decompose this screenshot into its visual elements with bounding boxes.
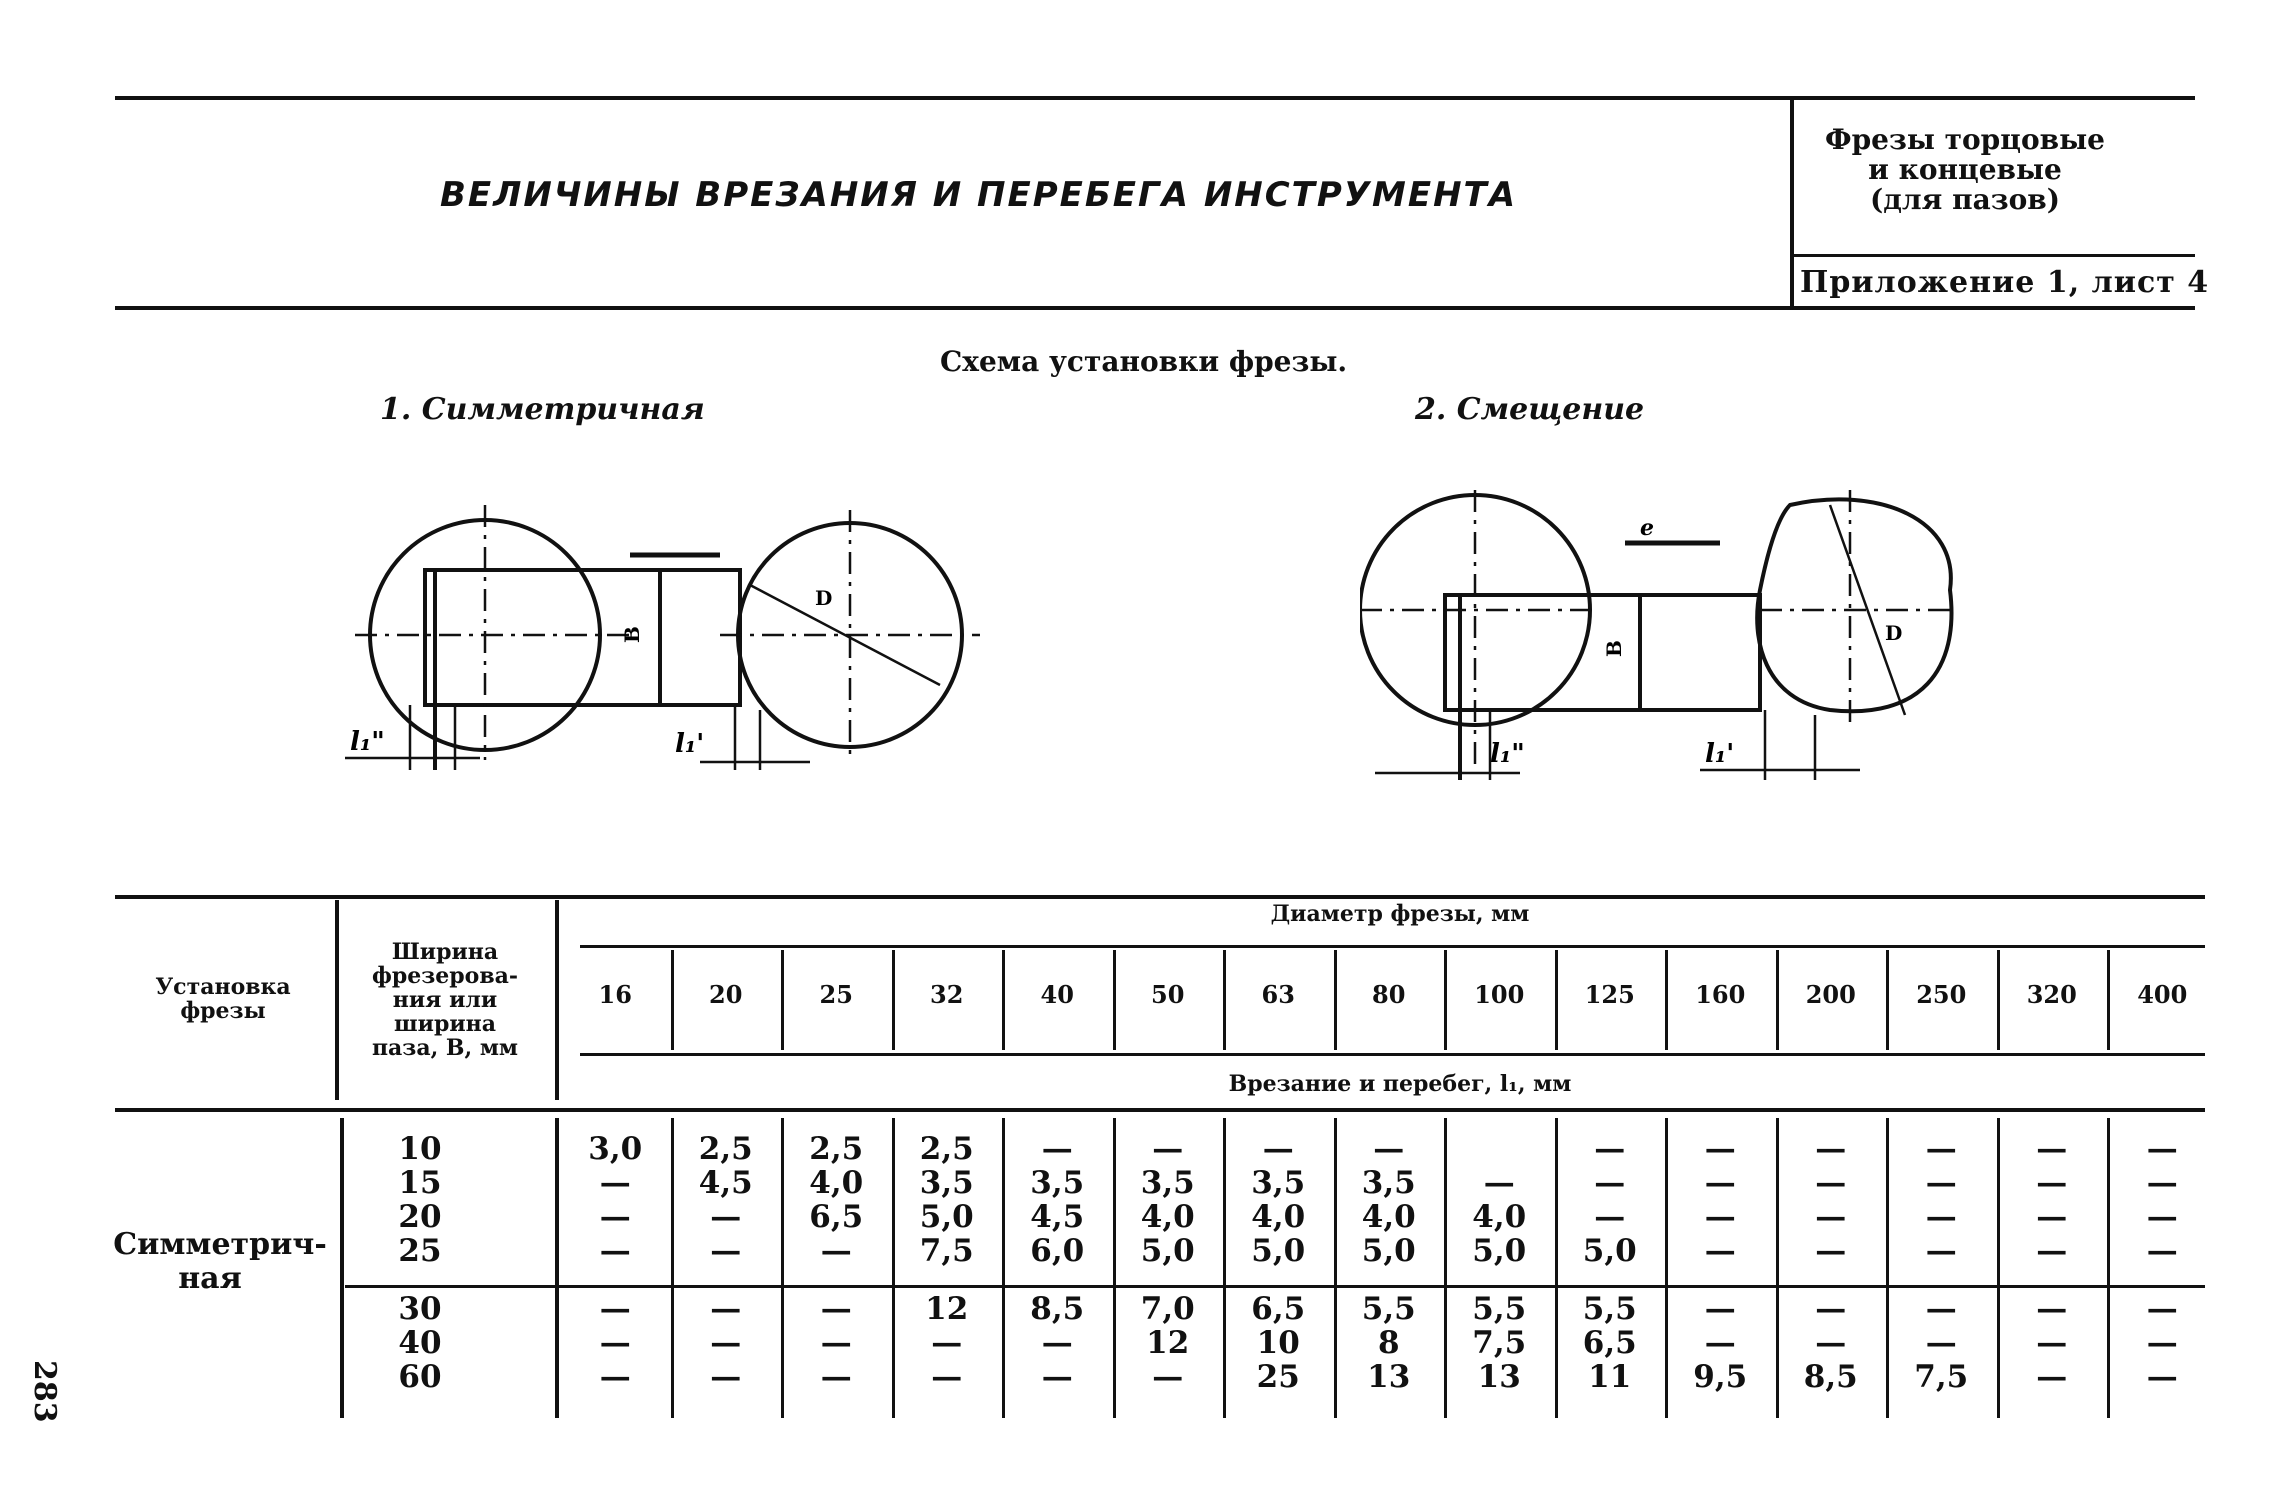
value-cell: — (2036, 1199, 2068, 1235)
value-column (1444, 1132, 1555, 1268)
value-cell: — (820, 1233, 852, 1269)
value-cell: 5,5 (1582, 1291, 1637, 1327)
subheader: Врезание и перебег, l₁, мм (1228, 1071, 1572, 1097)
diameter-cell: 250 (1916, 980, 1967, 1009)
diameter-divider (1776, 950, 1779, 1050)
value-cell: — (1704, 1199, 1736, 1235)
value-cell: — (2036, 1165, 2068, 1201)
value-cell (1444, 1132, 1555, 1166)
col-divider-1 (335, 900, 339, 1100)
width-cell: 25 (398, 1233, 442, 1269)
col-width-line: ния или (392, 987, 498, 1013)
label-D-left: D (815, 586, 833, 610)
value-column (2107, 1132, 2218, 1268)
value-column (1997, 1132, 2108, 1268)
value-cell: — (1152, 1131, 1184, 1167)
cutter-circle-right (1757, 499, 1951, 711)
value-column (1555, 1292, 1666, 1394)
diameter-cell: 16 (598, 980, 632, 1009)
value-column (1665, 1292, 1776, 1394)
side-title-line-1: Фрезы торцовые (1825, 123, 2105, 156)
value-cell: 8 (1377, 1325, 1400, 1361)
diameter-divider (781, 950, 784, 1050)
value-cell: 5,0 (1251, 1233, 1306, 1269)
value-cell: — (2036, 1131, 2068, 1167)
label-l1-single: l₁' (675, 729, 705, 759)
top-rule (115, 96, 2195, 100)
value-column (1776, 1292, 1887, 1394)
value-column (560, 1132, 671, 1268)
value-cell: — (820, 1291, 852, 1327)
value-cell: — (1815, 1131, 1847, 1167)
value-column (671, 1292, 782, 1394)
col-divider-2b (555, 1118, 559, 1418)
value-cell: 13 (1367, 1359, 1411, 1395)
variant-offset-title: 2. Смещение (1415, 392, 1645, 427)
table-header-rule (115, 1108, 2205, 1112)
diameter-divider (1886, 950, 1889, 1050)
value-cell: 5,0 (1361, 1233, 1416, 1269)
value-cell: 2,5 (809, 1131, 864, 1167)
value-cell: — (1041, 1325, 1073, 1361)
value-cell: — (2146, 1325, 2178, 1361)
label-l1-double: l₁" (1490, 739, 1525, 769)
value-cell: — (599, 1165, 631, 1201)
label-l1-double: l₁" (350, 727, 385, 757)
value-cell: 7,5 (1472, 1325, 1527, 1361)
value-cell: 9,5 (1693, 1359, 1748, 1395)
value-column (1113, 1132, 1224, 1268)
value-cell: — (710, 1199, 742, 1235)
value-cell: — (599, 1291, 631, 1327)
diameter-cell: 32 (930, 980, 964, 1009)
value-cell: 10 (1256, 1325, 1300, 1361)
diameter-divider (1334, 950, 1337, 1050)
label-B-left: B (620, 626, 644, 643)
value-cell: — (1815, 1165, 1847, 1201)
diameter-divider (1223, 950, 1226, 1050)
diameter-cell: 25 (819, 980, 853, 1009)
value-cell: 4,0 (1472, 1199, 1527, 1235)
value-cell: 13 (1477, 1359, 1521, 1395)
width-group-2 (370, 1292, 470, 1394)
value-cell: — (820, 1359, 852, 1395)
value-cell: — (2146, 1131, 2178, 1167)
value-cell: — (1594, 1131, 1626, 1167)
diameter-divider (1555, 950, 1558, 1050)
value-cell: 7,5 (1914, 1359, 1969, 1395)
value-cell: — (1594, 1199, 1626, 1235)
value-column (1334, 1132, 1445, 1268)
value-cell: 4,0 (809, 1165, 864, 1201)
value-cell: — (599, 1233, 631, 1269)
diameter-divider (2107, 950, 2110, 1050)
side-title-line-3: (для пазов) (1870, 183, 2060, 216)
value-cell: — (1152, 1359, 1184, 1395)
value-cell: 6,0 (1030, 1233, 1085, 1269)
value-cell: — (1483, 1165, 1515, 1201)
col-divider-2 (555, 900, 559, 1100)
value-cell: 8,5 (1803, 1359, 1858, 1395)
value-cell: 3,5 (1140, 1165, 1195, 1201)
page-number: 283 (27, 1360, 62, 1423)
value-cell: — (2146, 1359, 2178, 1395)
setup-label (110, 1228, 330, 1296)
value-cell: 3,5 (919, 1165, 974, 1201)
col-divider-1b (340, 1118, 344, 1418)
value-cell: 3,5 (1251, 1165, 1306, 1201)
value-column (1002, 1292, 1113, 1394)
value-column (1886, 1292, 1997, 1394)
value-cell: — (2036, 1291, 2068, 1327)
value-cell: 4,0 (1140, 1199, 1195, 1235)
width-cell: 40 (398, 1325, 442, 1361)
value-cell: — (1925, 1199, 1957, 1235)
diameter-cell: 160 (1695, 980, 1746, 1009)
value-cell: — (1704, 1325, 1736, 1361)
value-cell: — (820, 1325, 852, 1361)
diameter-cell: 20 (709, 980, 743, 1009)
col-setup-header: Установка фрезы (155, 974, 291, 1024)
header-divider (1790, 100, 1794, 310)
value-cell: — (1041, 1359, 1073, 1395)
value-cell: — (931, 1325, 963, 1361)
value-cell: 25 (1256, 1359, 1300, 1395)
label-D-right: D (1885, 621, 1903, 645)
value-cell: — (1594, 1165, 1626, 1201)
diameter-divider (892, 950, 895, 1050)
scheme-title: Схема установки фрезы. (940, 345, 1348, 378)
col-width-line: фрезерова- (372, 963, 518, 989)
value-column (1223, 1132, 1334, 1268)
value-cell: — (1704, 1165, 1736, 1201)
value-cell: 5,0 (919, 1199, 974, 1235)
value-column (1113, 1292, 1224, 1394)
width-cell: 60 (398, 1359, 442, 1395)
value-cell: — (1373, 1131, 1405, 1167)
value-cell: — (1815, 1291, 1847, 1327)
value-cell: — (1041, 1131, 1073, 1167)
value-cell: 5,5 (1472, 1291, 1527, 1327)
value-cell: — (710, 1359, 742, 1395)
value-cell: 6,5 (1582, 1325, 1637, 1361)
value-cell: — (1815, 1233, 1847, 1269)
col-width-header (345, 940, 545, 1060)
value-column (781, 1292, 892, 1394)
value-cell: — (2146, 1291, 2178, 1327)
value-cell: — (1925, 1291, 1957, 1327)
value-cell: — (2146, 1165, 2178, 1201)
label-l1-single: l₁' (1705, 739, 1735, 769)
width-cell: 15 (398, 1165, 442, 1201)
value-column (1002, 1132, 1113, 1268)
value-cell: — (2146, 1199, 2178, 1235)
value-cell: 2,5 (919, 1131, 974, 1167)
diameter-cell: 50 (1151, 980, 1185, 1009)
value-cell: 6,5 (809, 1199, 864, 1235)
value-cell: 11 (1588, 1359, 1632, 1395)
value-cell: 4,5 (1030, 1199, 1085, 1235)
value-cell: — (1925, 1233, 1957, 1269)
value-column (1997, 1292, 2108, 1394)
value-cell: 5,0 (1472, 1233, 1527, 1269)
value-cell: — (710, 1325, 742, 1361)
diameter-cell: 63 (1261, 980, 1295, 1009)
value-cell: — (710, 1291, 742, 1327)
value-column (560, 1292, 671, 1394)
diameter-rule (580, 945, 2205, 948)
diameter-cell: 320 (2026, 980, 2077, 1009)
value-cell: — (1815, 1199, 1847, 1235)
value-column (1665, 1132, 1776, 1268)
variant-symmetric-title: 1. Симметричная (380, 392, 705, 427)
value-cell: — (2036, 1233, 2068, 1269)
value-cell: 3,5 (1030, 1165, 1085, 1201)
value-cell: — (599, 1359, 631, 1395)
diameter-divider (1113, 950, 1116, 1050)
value-cell: 2,5 (698, 1131, 753, 1167)
subheader-rule (580, 1053, 2205, 1056)
value-column (892, 1292, 1003, 1394)
value-column (1223, 1292, 1334, 1394)
diameter-cell: 200 (1805, 980, 1856, 1009)
side-title (1800, 125, 2130, 215)
page-title: ВЕЛИЧИНЫ ВРЕЗАНИЯ И ПЕРЕБЕГА ИНСТРУМЕНТА (440, 175, 1518, 215)
value-cell: 12 (925, 1291, 969, 1327)
value-column (1555, 1132, 1666, 1268)
diameter-divider (1665, 950, 1668, 1050)
appendix-label: Приложение 1, лист 4 (1800, 265, 2210, 300)
value-column (1334, 1292, 1445, 1394)
value-cell: 4,5 (698, 1165, 753, 1201)
col-width-line: паза, В, мм (371, 1035, 519, 1061)
col-width-line: Ширина (391, 939, 499, 965)
value-cell: 3,5 (1361, 1165, 1416, 1201)
value-cell: — (1925, 1325, 1957, 1361)
value-column (2107, 1292, 2218, 1394)
value-cell: 12 (1146, 1325, 1190, 1361)
diameter-divider (1444, 950, 1447, 1050)
value-cell: — (1925, 1131, 1957, 1167)
value-cell: — (1704, 1131, 1736, 1167)
value-column (892, 1132, 1003, 1268)
value-cell: 7,5 (919, 1233, 974, 1269)
symmetric-diagram (330, 500, 1010, 790)
setup-label-line-2: ная (178, 1261, 242, 1296)
appendix-rule (1790, 254, 2195, 257)
value-column (1886, 1132, 1997, 1268)
value-cell: — (931, 1359, 963, 1395)
col-width-line: ширина (393, 1011, 497, 1037)
value-cell: — (710, 1233, 742, 1269)
offset-diagram (1360, 480, 1960, 790)
diameter-divider (1002, 950, 1005, 1050)
value-cell: — (599, 1199, 631, 1235)
label-B-right: B (1602, 640, 1626, 657)
value-column (781, 1132, 892, 1268)
diameter-cell: 40 (1040, 980, 1074, 1009)
value-cell: — (1704, 1233, 1736, 1269)
value-cell: 5,0 (1582, 1233, 1637, 1269)
diameter-cell: 125 (1584, 980, 1635, 1009)
diameter-cell: 400 (2137, 980, 2188, 1009)
group-divider-rule (345, 1285, 2205, 1288)
value-column (1444, 1292, 1555, 1394)
value-column (671, 1132, 782, 1268)
slot-outline (425, 570, 740, 705)
value-cell: — (1262, 1131, 1294, 1167)
label-e: e (1640, 515, 1654, 541)
value-cell: — (2036, 1359, 2068, 1395)
value-cell: 3,0 (588, 1131, 643, 1167)
value-cell: — (2146, 1233, 2178, 1269)
setup-label-line-1: Симметрич- (113, 1227, 327, 1262)
value-cell: 5,5 (1361, 1291, 1416, 1327)
value-cell: — (2036, 1325, 2068, 1361)
value-cell: — (1704, 1291, 1736, 1327)
value-cell: — (599, 1325, 631, 1361)
value-cell: 6,5 (1251, 1291, 1306, 1327)
width-cell: 10 (398, 1131, 442, 1167)
width-cell: 30 (398, 1291, 442, 1327)
value-cell: — (1815, 1325, 1847, 1361)
side-title-line-2: и концевые (1868, 153, 2062, 186)
width-group-1 (370, 1132, 470, 1268)
table-top-rule (115, 895, 2205, 899)
value-column (1776, 1132, 1887, 1268)
value-cell: 5,0 (1140, 1233, 1195, 1269)
value-cell: — (1925, 1165, 1957, 1201)
header-rule (115, 306, 2195, 310)
diameter-divider (671, 950, 674, 1050)
diameter-divider (1997, 950, 2000, 1050)
diameter-cell: 80 (1372, 980, 1406, 1009)
value-cell: 8,5 (1030, 1291, 1085, 1327)
diameter-cell: 100 (1474, 980, 1525, 1009)
value-cell: 4,0 (1251, 1199, 1306, 1235)
value-cell: 7,0 (1140, 1291, 1195, 1327)
diameter-header: Диаметр фрезы, мм (1270, 901, 1530, 927)
value-cell: 4,0 (1361, 1199, 1416, 1235)
width-cell: 20 (398, 1199, 442, 1235)
